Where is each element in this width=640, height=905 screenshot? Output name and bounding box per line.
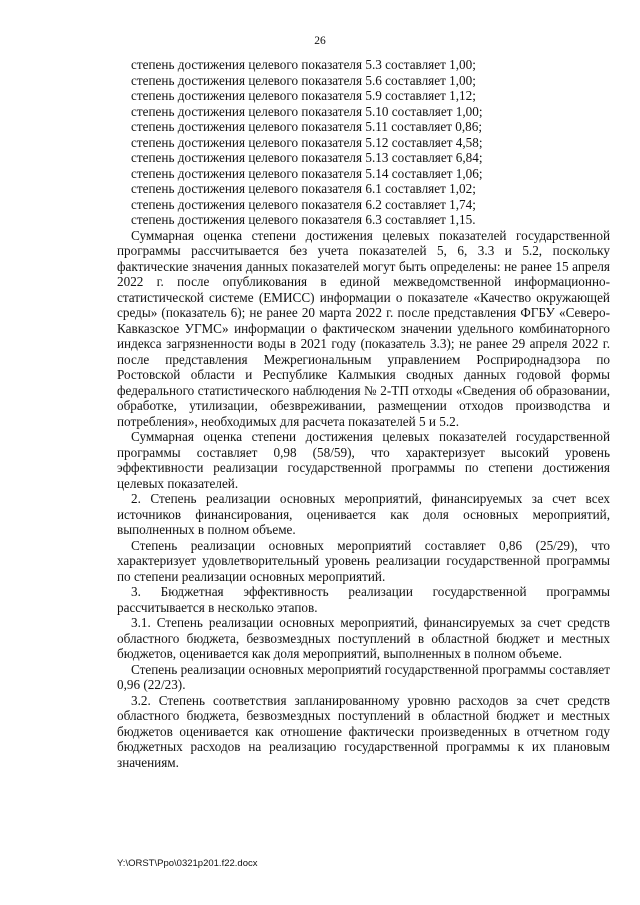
paragraph-measures-definition: 2. Степень реализации основных мероприятий, финансируемых за счет всех источников финансирования, оценивается как доля основных мероприятий, выполненных в полном объеме. <box>117 491 610 537</box>
indicator-line: степень достижения целевого показателя 5.13 составляет 6,84; <box>131 150 483 165</box>
paragraph-step-3-1: 3.1. Степень реализации основных мероприятий, финансируемых за счет средств областного бюджета, безвозмездных поступлений в областной бюджет и местных бюджетов, оценивается как доля мероприятий, выполненных в полном объеме. <box>117 615 610 661</box>
file-path-footer: Y:\ORST\Ppo\0321p201.f22.docx <box>117 858 258 869</box>
paragraph-step-3-1-result: Степень реализации основных мероприятий государственной программы составляет 0,96 (22/23). <box>117 661 610 692</box>
indicator-line: степень достижения целевого показателя 6.3 составляет 1,15. <box>131 212 476 227</box>
indicator-line: степень достижения целевого показателя 5.11 составляет 0,86; <box>131 119 483 134</box>
indicator-line: степень достижения целевого показателя 6.2 составляет 1,74; <box>131 196 476 212</box>
indicator-line: степень достижения целевого показателя 6.1 составляет 1,02; <box>131 181 476 196</box>
paragraph-summary-exclusions: Суммарная оценка степени достижения целевых показателей государственной программы рассчитывается без учета показателей 5, 6, 3.3 и 5.2, поскольку фактические значения данных показателей могут быть определены: не ранее 15 апреля 2022 г. после опубликования в единой межведомственной информационно-статистической системе (ЕМИСС) информации о показателе «Качество окружающей среды» (показатель 6); не ранее 20 марта 2022 г. после представления ФГБУ «Северо-Кавказское УГМС» информации о фактическом значении удельного комбинаторного индекса загрязненности воды в 2021 году (показатель 3.3); не ранее 29 апреля 2022 г. после представления Межрегиональным управлением Росприроднадзора по Ростовской области и Республике Калмыкия сводных данных годовой формы федерального статистического наблюдения № 2-ТП отходы «Сведения об образовании, обработке, утилизации, обезвреживании, размещении отходов производства и потребления», необходимых для расчета показателей 5 и 5.2. <box>117 227 610 429</box>
indicator-line: степень достижения целевого показателя 5.6 составляет 1,00; <box>131 72 476 88</box>
indicator-line: степень достижения целевого показателя 5.14 составляет 1,06; <box>131 165 483 181</box>
page-number: 26 <box>314 35 326 47</box>
document-body <box>117 57 610 770</box>
indicator-line: степень достижения целевого показателя 5.9 составляет 1,12; <box>131 88 476 103</box>
paragraph-step-3-2: 3.2. Степень соответствия запланированному уровню расходов за счет средств областного бюджета, безвозмездных поступлений в областной бюджет и местных бюджетов оценивается как отношение фактически произведенных в отчетном году бюджетных расходов на реализацию государственной программы к их плановым значениям. <box>117 692 610 770</box>
indicator-line: степень достижения целевого показателя 5.12 составляет 4,58; <box>131 134 483 150</box>
paragraph-budget-efficiency: 3. Бюджетная эффективность реализации государственной программы рассчитывается в несколько этапов. <box>117 584 610 615</box>
indicator-line: степень достижения целевого показателя 5.3 составляет 1,00; <box>131 57 476 72</box>
paragraph-summary-result: Суммарная оценка степени достижения целевых показателей государственной программы составляет 0,98 (58/59), что характеризует высокий уровень эффективности реализации государственной программы по степени достижения целевых показателей. <box>117 429 610 491</box>
paragraph-measures-result: Степень реализации основных мероприятий составляет 0,86 (25/29), что характеризует удовлетворительный уровень реализации государственной программы по степени реализации основных мероприятий. <box>117 537 610 584</box>
indicator-line: степень достижения целевого показателя 5.10 составляет 1,00; <box>131 103 483 119</box>
